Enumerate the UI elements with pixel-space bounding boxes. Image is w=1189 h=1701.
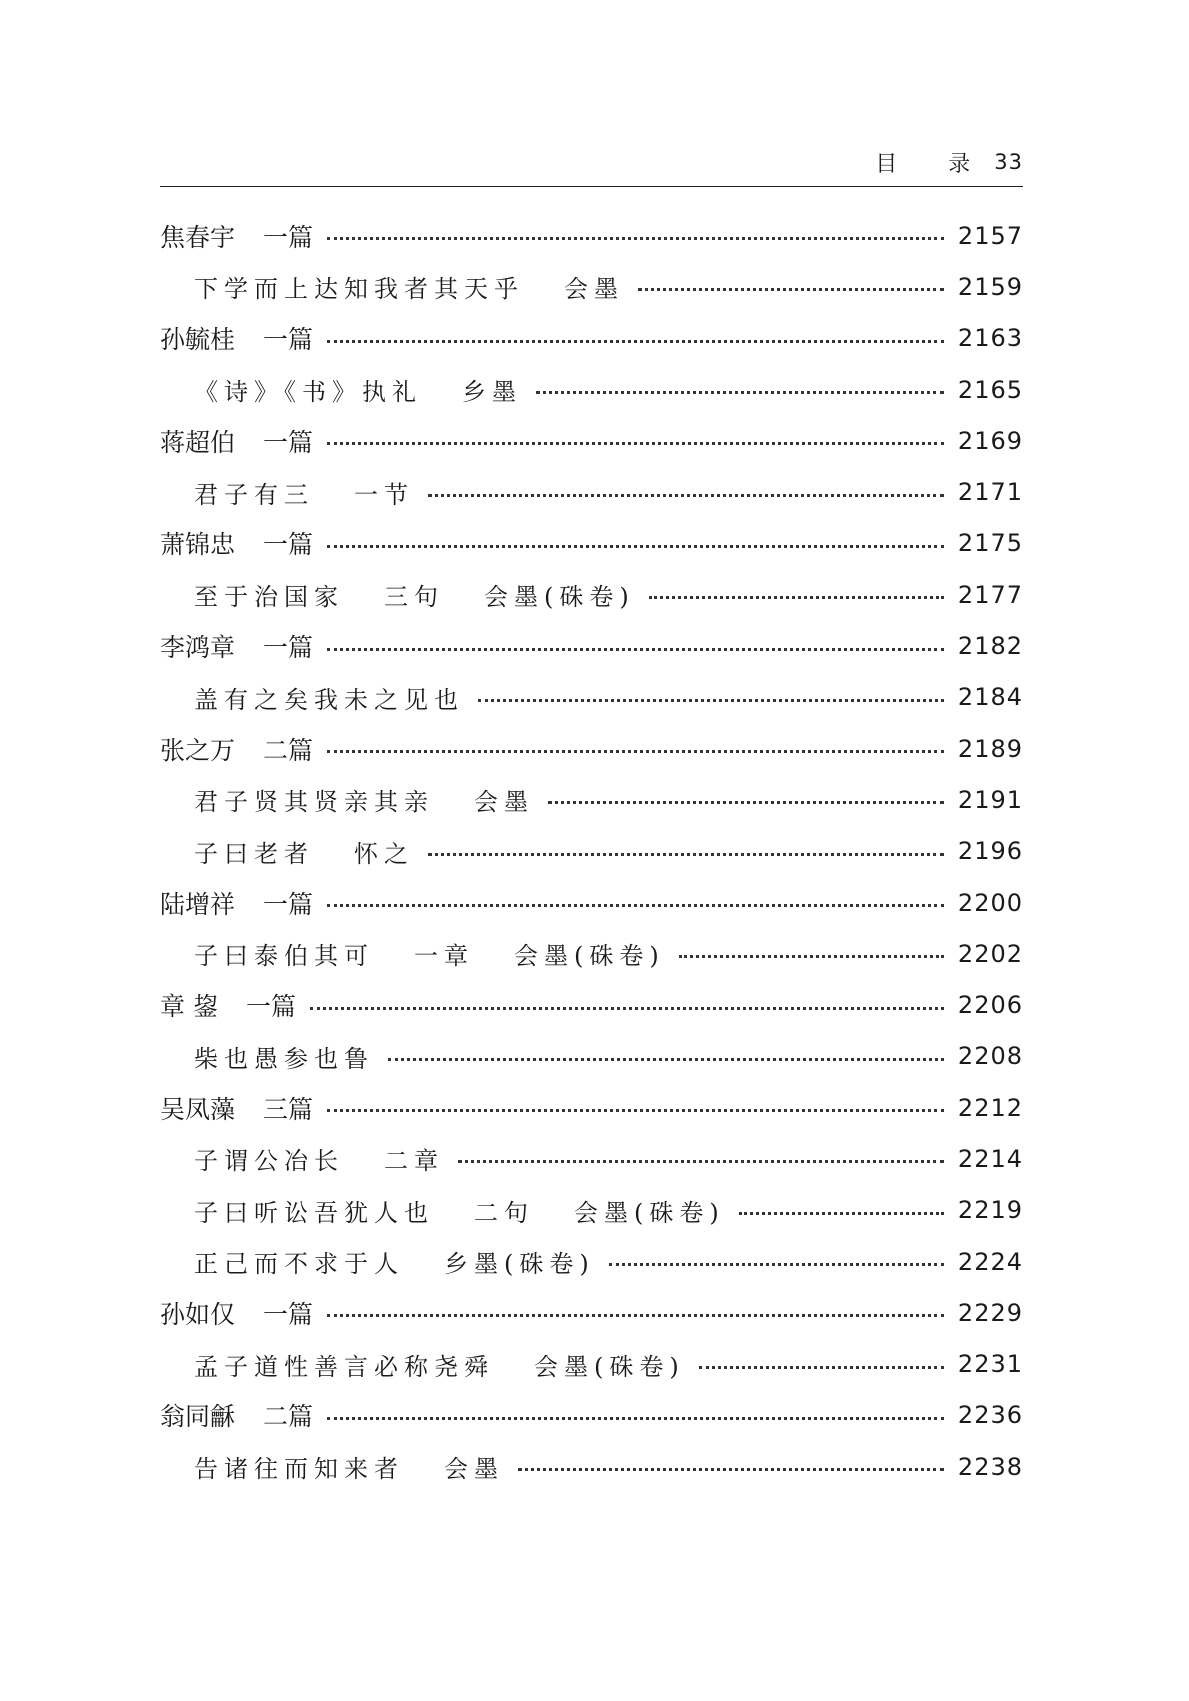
toc-subentry[interactable] [160,466,1023,517]
toc-page-number: 2200 [957,888,1023,917]
toc-title-part: 萧锦忠 [160,530,236,560]
toc-title-part: 蒋超伯 [160,427,236,457]
toc-entry-title [160,628,313,664]
dot-leader [327,1109,944,1112]
toc-title-part: 孙如仅 [160,1299,236,1329]
dot-leader [739,1212,944,1215]
toc-title-part: 焦春宇 [160,222,236,252]
toc-subentry-title [194,577,635,612]
toc-page-number: 2159 [957,272,1023,301]
toc-title-part: 一章 [414,942,474,971]
dot-leader [428,494,944,497]
toc-page-number: 2191 [957,785,1023,814]
toc-page-number: 2177 [957,580,1023,609]
toc-subentry[interactable] [160,672,1023,723]
toc-title-part: 告诸往而知来者 [194,1455,404,1484]
toc-subentry[interactable] [160,364,1023,415]
toc-title-part: 一节 [354,480,414,509]
toc-title-part: 一篇 [245,992,296,1022]
dot-leader [679,955,944,958]
dot-leader [327,442,944,445]
toc-subentry-title [194,269,624,304]
dot-leader [536,391,944,394]
toc-title-part: 会墨 [444,1455,504,1484]
toc-title-part: 会墨(硃卷) [514,942,665,971]
toc-entry[interactable] [160,1287,1023,1338]
toc-subentry-title [194,1141,444,1176]
toc-title-part: 陆增祥 [160,889,236,919]
toc-page-number: 2163 [957,324,1023,353]
toc-entry[interactable] [160,210,1023,261]
table-of-contents [160,210,1023,1492]
dot-leader [327,904,944,907]
toc-subentry[interactable] [160,1236,1023,1287]
toc-entry-title [160,1090,313,1126]
dot-leader [649,596,944,599]
toc-page-number: 2169 [957,426,1023,455]
toc-entry[interactable] [160,620,1023,671]
toc-title-part: 会墨 [564,275,624,304]
toc-title-part: 君子贤其贤亲其亲 [194,788,434,817]
toc-title-part: 子曰听讼吾犹人也 [194,1198,434,1227]
dot-leader [327,237,944,240]
toc-title-part: 一篇 [263,530,314,560]
toc-subentry-title [194,834,414,869]
toc-entry[interactable] [160,1390,1023,1441]
toc-subentry-title [194,1039,374,1074]
toc-title-part: 一篇 [263,325,314,355]
toc-title-part: 一篇 [263,889,314,919]
toc-subentry-title [194,680,464,715]
toc-title-part: 孟子道性善言必称尧舜 [194,1352,494,1381]
toc-subentry[interactable] [160,1185,1023,1236]
toc-subentry-title [194,1193,725,1228]
toc-page-number: 2208 [957,1042,1023,1071]
toc-title-part: 正己而不求于人 [194,1250,404,1279]
toc-page-number: 2238 [957,1452,1023,1481]
toc-subentry[interactable] [160,774,1023,825]
toc-subentry-title [194,475,414,510]
toc-subentry-title [194,372,522,407]
dot-leader [327,340,944,343]
dot-leader [458,1160,944,1163]
toc-title-part: 章 鋆 [160,992,218,1022]
toc-entry[interactable] [160,415,1023,466]
toc-title-part: 盖有之矣我未之见也 [194,685,464,714]
toc-title-part: 二篇 [263,1402,314,1432]
toc-entry[interactable] [160,518,1023,569]
toc-title-part: 一篇 [263,427,314,457]
dot-leader [327,648,944,651]
toc-page-number: 2212 [957,1093,1023,1122]
toc-page-number: 2202 [957,939,1023,968]
toc-entry[interactable] [160,979,1023,1030]
running-header [160,144,1023,180]
toc-title-part: 李鸿章 [160,633,236,663]
dot-leader [609,1263,944,1266]
toc-title-part: 子曰老者 [194,839,314,868]
toc-title-part: 柴也愚参也鲁 [194,1044,374,1073]
toc-title-part: 张之万 [160,735,236,765]
toc-title-part: 孙毓桂 [160,325,236,355]
dot-leader [478,699,944,702]
toc-subentry[interactable] [160,1441,1023,1492]
dot-leader [388,1058,944,1061]
dot-leader [327,750,944,753]
toc-subentry-title [194,1347,685,1382]
dot-leader [518,1468,944,1471]
toc-entry-title [160,987,296,1023]
toc-title-part: 君子有三 [194,480,314,509]
toc-title-part: 翁同龢 [160,1402,236,1432]
toc-page-number: 2196 [957,837,1023,866]
toc-title-part: 二章 [384,1147,444,1176]
toc-title-part: 会墨(硃卷) [574,1198,725,1227]
toc-title-part: 一篇 [263,222,314,252]
toc-entry-title [160,1295,313,1331]
toc-page-number: 2229 [957,1298,1023,1327]
toc-entry[interactable] [160,877,1023,928]
toc-title-part: 二句 [474,1198,534,1227]
toc-title-part: 会墨(硃卷) [534,1352,685,1381]
toc-entry[interactable] [160,1082,1023,1133]
toc-title-part: 子曰泰伯其可 [194,942,374,971]
toc-entry-title [160,731,313,767]
header-title: 目 录 [875,151,993,177]
toc-subentry[interactable] [160,1339,1023,1390]
toc-title-part: 三篇 [263,1094,314,1124]
dot-leader [327,1417,944,1420]
toc-subentry[interactable] [160,1133,1023,1184]
toc-subentry-title [194,782,534,817]
toc-title-part: 乡墨 [462,378,522,407]
toc-entry-title [160,218,313,254]
toc-subentry[interactable] [160,928,1023,979]
toc-title-part: 二篇 [263,735,314,765]
toc-title-part: 子谓公冶长 [194,1147,344,1176]
toc-page-number: 2189 [957,734,1023,763]
toc-subentry[interactable] [160,1031,1023,1082]
toc-page-number: 2171 [957,478,1023,507]
toc-title-part: 至于治国家 [194,583,344,612]
toc-page-number: 2165 [957,375,1023,404]
toc-title-part: 一篇 [263,1299,314,1329]
toc-page-number: 2182 [957,632,1023,661]
toc-entry-title [160,885,313,921]
toc-title-part: 会墨(硃卷) [484,583,635,612]
dot-leader [548,801,944,804]
toc-subentry-title [194,1449,504,1484]
toc-entry-title [160,423,313,459]
toc-title-part: 三句 [384,583,444,612]
toc-page-number: 2175 [957,529,1023,558]
toc-subentry[interactable] [160,261,1023,312]
toc-subentry-title [194,1244,595,1279]
toc-subentry[interactable] [160,826,1023,877]
header-page-number: 33 [994,150,1023,174]
toc-title-part: 《诗》《书》执礼 [194,378,422,407]
toc-entry-title [160,1397,313,1433]
toc-title-part: 会墨 [474,788,534,817]
toc-entry[interactable] [160,313,1023,364]
dot-leader [428,853,944,856]
toc-page-number: 2206 [957,991,1023,1020]
toc-page-number: 2224 [957,1247,1023,1276]
dot-leader [327,545,944,548]
toc-title-part: 乡墨(硃卷) [444,1250,595,1279]
toc-page-number: 2214 [957,1144,1023,1173]
toc-page-number: 2219 [957,1196,1023,1225]
toc-title-part: 一篇 [263,633,314,663]
toc-subentry-title [194,936,665,971]
toc-page-number: 2231 [957,1350,1023,1379]
dot-leader [310,1007,944,1010]
toc-title-part: 吴凤藻 [160,1094,236,1124]
toc-page-number: 2236 [957,1401,1023,1430]
toc-title-part: 怀之 [354,839,414,868]
toc-page-number: 2157 [957,221,1023,250]
dot-leader [699,1366,944,1369]
toc-subentry[interactable] [160,569,1023,620]
toc-entry[interactable] [160,723,1023,774]
toc-page-number: 2184 [957,683,1023,712]
header-rule [160,186,1023,187]
dot-leader [638,288,944,291]
toc-title-part: 下学而上达知我者其天乎 [194,275,524,304]
dot-leader [327,1314,944,1317]
toc-entry-title [160,525,313,561]
toc-entry-title [160,320,313,356]
